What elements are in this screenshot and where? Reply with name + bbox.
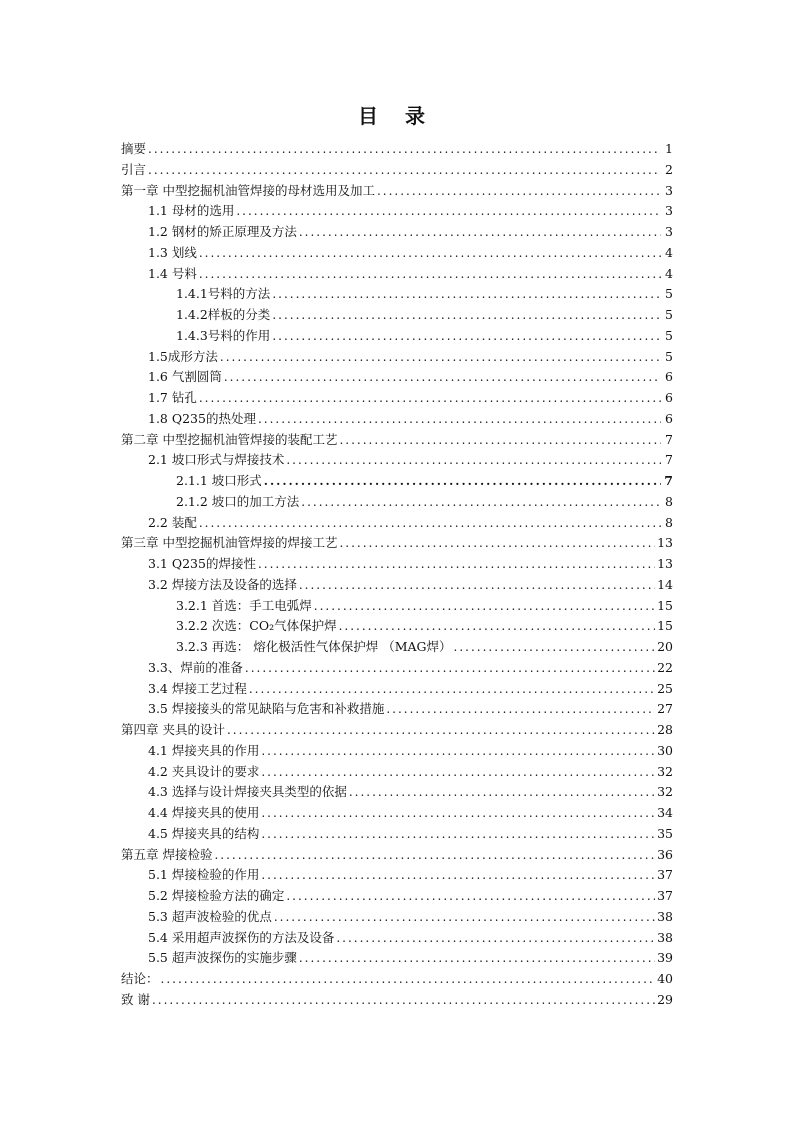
toc-entry-title: 1.5成形方法: [148, 348, 218, 364]
toc-leader-dots: [339, 616, 655, 637]
toc-page-number: 39: [657, 950, 673, 966]
toc-entry[interactable]: [121, 865, 673, 886]
toc-leader-dots: [299, 222, 661, 243]
toc-entry-title: 1.3 划线: [148, 244, 197, 260]
toc-page-number: 3: [665, 203, 673, 219]
toc-page-number: 15: [657, 597, 673, 613]
toc-entry[interactable]: [121, 782, 673, 803]
toc-entry-title: 4.4 焊接夹具的使用: [148, 805, 260, 820]
toc-entry[interactable]: [121, 679, 673, 700]
toc-entry-title: 4.1 焊接夹具的作用: [148, 742, 260, 758]
toc-leader-dots: [377, 181, 661, 202]
toc-entry-title: 引言: [121, 161, 147, 177]
toc-leader-dots: [161, 969, 656, 990]
toc-entry[interactable]: [121, 762, 673, 783]
toc-leader-dots: [199, 388, 661, 409]
toc-entry[interactable]: [121, 347, 673, 368]
toc-entry[interactable]: [121, 160, 673, 181]
toc-leader-dots: [249, 679, 655, 700]
toc-leader-dots: [264, 471, 661, 492]
toc-page-number: 4: [665, 244, 673, 260]
toc-page-number: 6: [665, 390, 673, 405]
toc-entry-title: 3.2.2 次选：CO₂气体保护焊: [176, 618, 337, 634]
toc-entry[interactable]: [121, 222, 673, 243]
page-title: 目 录: [358, 104, 435, 128]
toc-page-number: 29: [657, 991, 673, 1007]
toc-entry-title: 5.3 超声波检验的优点: [148, 908, 272, 924]
toc-leader-dots: [258, 409, 661, 430]
toc-page-number: 8: [665, 514, 673, 530]
toc-entry[interactable]: [121, 201, 673, 222]
toc-entry[interactable]: [121, 928, 673, 949]
toc-page-number: 2: [665, 161, 673, 177]
toc-leader-dots: [199, 264, 661, 285]
toc-entry-title: 1.1 母材的选用: [148, 203, 235, 219]
toc-page-number: 1: [665, 141, 673, 156]
toc-page-number: 32: [657, 784, 673, 800]
toc-entry-title: 4.3 选择与设计焊接夹具类型的依据: [148, 784, 347, 800]
toc-page-number: 34: [657, 805, 673, 820]
toc-entry[interactable]: [121, 720, 673, 741]
toc-page-number: 28: [657, 722, 673, 737]
toc-entry-title: 2.1.1 坡口形式: [176, 473, 262, 488]
toc-entry-title: 1.4.3号料的作用: [176, 327, 271, 343]
toc-page-number: 22: [657, 659, 673, 675]
toc-entry[interactable]: [121, 554, 673, 575]
toc-entry-title: 致 谢: [121, 991, 150, 1007]
toc-entry[interactable]: [121, 803, 673, 824]
toc-leader-dots: [148, 139, 661, 160]
toc-entry[interactable]: [121, 575, 673, 596]
toc-leader-dots: [299, 575, 655, 596]
toc-leader-dots: [261, 803, 655, 824]
toc-entry-title: 1.4.1号料的方法: [176, 286, 271, 302]
toc-page-number: 38: [657, 929, 673, 945]
toc-page-number: 30: [657, 742, 673, 758]
toc-entry-title: 第一章 中型挖掘机油管焊接的母材选用及加工: [121, 182, 375, 198]
toc-entry[interactable]: [121, 741, 673, 762]
toc-entry[interactable]: [121, 181, 673, 202]
toc-page-number: 5: [665, 327, 673, 343]
toc-leader-dots: [261, 865, 655, 886]
toc-entry[interactable]: [121, 409, 673, 430]
toc-entry-title: 结论：: [121, 971, 159, 986]
toc-entry-title: 2.2 装配: [148, 514, 197, 530]
toc-entry-title: 2.1.2 坡口的加工方法: [176, 493, 300, 509]
toc-entry-title: 1.7 钻孔: [148, 390, 197, 405]
toc-entry-title: 2.1 坡口形式与焊接技术: [148, 452, 285, 468]
toc-page-number: 40: [657, 971, 673, 986]
toc-entry-title: 1.2 钢材的矫正原理及方法: [148, 224, 297, 239]
toc-page-number: 7: [665, 431, 673, 447]
toc-page-number: 7: [664, 473, 673, 488]
toc-entry-title: 3.3、焊前的准备: [148, 659, 243, 675]
toc-leader-dots: [339, 533, 655, 554]
toc-entry-title: 5.5 超声波探伤的实施步骤: [148, 950, 297, 966]
toc-entry-title: 4.2 夹具设计的要求: [148, 763, 260, 779]
toc-entry[interactable]: [121, 616, 673, 637]
toc-entry-title: 3.2.1 首选：手工电弧焊: [176, 597, 312, 613]
toc-page-number: 13: [657, 556, 673, 571]
toc-page-number: 13: [657, 535, 673, 551]
toc-entry-title: 3.2 焊接方法及设备的选择: [148, 576, 297, 592]
toc-page-number: 27: [657, 701, 673, 717]
toc-page-number: 5: [665, 307, 673, 322]
toc-entry[interactable]: [121, 845, 673, 866]
toc-leader-dots: [301, 492, 661, 513]
toc-leader-dots: [245, 658, 655, 679]
toc-entry-title: 第四章 夹具的设计: [121, 722, 225, 737]
toc-page-number: 3: [665, 182, 673, 198]
toc-leader-dots: [148, 160, 661, 181]
toc-entry[interactable]: [121, 305, 673, 326]
toc-leader-dots: [314, 596, 655, 617]
toc-leader-dots: [454, 637, 656, 658]
toc-leader-dots: [152, 990, 655, 1011]
toc-entry[interactable]: [121, 326, 673, 347]
toc-leader-dots: [199, 243, 661, 264]
toc-entry[interactable]: [121, 699, 673, 720]
toc-leader-dots: [299, 948, 655, 969]
toc-entry[interactable]: [121, 284, 673, 305]
toc-leader-dots: [261, 762, 655, 783]
toc-entry-title: 1.6 气割圆筒: [148, 369, 222, 385]
toc-entry-title: 摘要: [121, 141, 147, 156]
toc-entry[interactable]: [121, 658, 673, 679]
toc-entry[interactable]: [121, 492, 673, 513]
toc-entry-title: 5.1 焊接检验的作用: [148, 867, 260, 883]
toc-entry-title: 4.5 焊接夹具的结构: [148, 825, 260, 841]
toc-leader-dots: [286, 886, 655, 907]
toc-entry[interactable]: [121, 824, 673, 845]
toc-entry[interactable]: [121, 533, 673, 554]
toc-entry-title: 第二章 中型挖掘机油管焊接的装配工艺: [121, 431, 338, 447]
toc-entry[interactable]: [121, 969, 673, 990]
toc-page-number: 4: [665, 265, 673, 281]
toc-page-number: 7: [665, 452, 673, 468]
toc-entry[interactable]: [121, 367, 673, 388]
toc-page-number: 38: [657, 908, 673, 924]
toc-entry[interactable]: [121, 264, 673, 285]
toc-page-number: 35: [657, 825, 673, 841]
toc-entry-title: 1.4 号料: [148, 265, 197, 281]
toc-page-number: 5: [665, 348, 673, 364]
toc-page-number: 25: [657, 680, 673, 696]
toc-page-number: 3: [665, 224, 673, 239]
toc-entry-title: 1.4.2样板的分类: [176, 307, 271, 322]
toc-leader-dots: [214, 845, 655, 866]
toc-entry-title: 3.4 焊接工艺过程: [148, 680, 247, 696]
toc-leader-dots: [339, 430, 661, 451]
toc-leader-dots: [272, 284, 661, 305]
toc-page-number: 37: [657, 867, 673, 883]
toc-page-number: 36: [657, 846, 673, 862]
toc-leader-dots: [227, 720, 655, 741]
toc-entry[interactable]: [121, 886, 673, 907]
toc-leader-dots: [349, 782, 655, 803]
toc-entry[interactable]: [121, 596, 673, 617]
toc-entry-title: 3.2.3 再选： 熔化极活性气体保护焊 （MAG焊）: [176, 639, 452, 654]
toc-entry[interactable]: [121, 388, 673, 409]
toc-leader-dots: [220, 347, 661, 368]
toc-leader-dots: [272, 326, 661, 347]
toc-leader-dots: [386, 699, 655, 720]
toc-page-number: 6: [665, 410, 673, 426]
toc-entry-title: 3.5 焊接接头的常见缺陷与危害和补救措施: [148, 701, 385, 717]
toc-page-number: 8: [665, 493, 673, 509]
toc-entry[interactable]: [121, 948, 673, 969]
toc-leader-dots: [199, 513, 661, 534]
toc-entry[interactable]: [121, 139, 673, 160]
toc-entry[interactable]: [121, 471, 673, 492]
table-of-contents: [121, 139, 673, 1011]
toc-page-number: 20: [657, 639, 673, 654]
toc-leader-dots: [261, 741, 655, 762]
toc-leader-dots: [258, 554, 655, 575]
toc-entry[interactable]: [121, 243, 673, 264]
toc-entry[interactable]: [121, 990, 673, 1011]
toc-page-number: 5: [665, 286, 673, 302]
toc-entry-title: 第五章 焊接检验: [121, 846, 213, 862]
toc-leader-dots: [261, 824, 655, 845]
toc-entry[interactable]: [121, 907, 673, 928]
toc-leader-dots: [236, 201, 661, 222]
toc-entry-title: 1.8 Q235的热处理: [148, 410, 256, 426]
toc-entry-title: 3.1 Q235的焊接性: [148, 556, 256, 571]
toc-page-number: 37: [657, 888, 673, 903]
toc-leader-dots: [272, 305, 661, 326]
toc-entry-title: 5.2 焊接检验方法的确定: [148, 888, 285, 903]
toc-entry[interactable]: [121, 430, 673, 451]
toc-entry-title: 第三章 中型挖掘机油管焊接的焊接工艺: [121, 535, 338, 551]
toc-page-number: 6: [665, 369, 673, 385]
toc-leader-dots: [336, 928, 655, 949]
toc-leader-dots: [286, 450, 661, 471]
toc-entry[interactable]: [121, 513, 673, 534]
toc-entry[interactable]: [121, 450, 673, 471]
toc-leader-dots: [224, 367, 661, 388]
toc-entry-title: 5.4 采用超声波探伤的方法及设备: [148, 929, 335, 945]
toc-page-number: 15: [657, 618, 673, 634]
toc-page-number: 32: [657, 763, 673, 779]
toc-entry[interactable]: [121, 637, 673, 658]
toc-page-number: 14: [657, 576, 673, 592]
toc-leader-dots: [274, 907, 655, 928]
